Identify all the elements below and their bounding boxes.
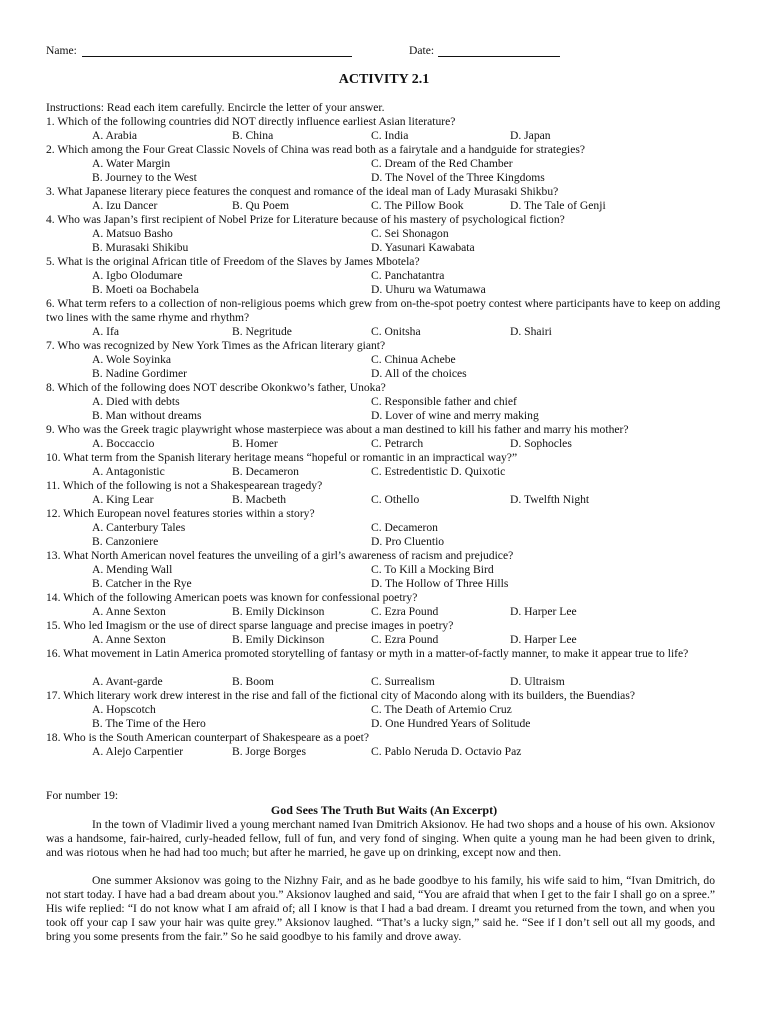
question-5-option[interactable]: B. Moeti oa Bochabela [92,283,199,296]
name-label: Name: [46,44,77,57]
question-3-option[interactable]: C. The Pillow Book [371,199,464,212]
question-17-option[interactable]: A. Hopscotch [92,703,156,716]
question-8-option[interactable]: A. Died with debts [92,395,180,408]
question-9-option[interactable]: D. Sophocles [510,437,572,450]
question-18-text: 18. Who is the South American counterpart of Shakespeare as a poet? [46,731,370,744]
question-2-text: 2. Which among the Four Great Classic Novels of China was read both as a fairytale and a handguide for strategies? [46,143,586,156]
question-10-option[interactable]: C. Estredentistic D. Quixotic [371,465,506,478]
question-18-option[interactable]: C. Pablo Neruda D. Octavio Paz [371,745,522,758]
story-title: God Sees The Truth But Waits (An Excerpt) [270,803,498,817]
question-11-text: 11. Which of the following is not a Shakespearean tragedy? [46,479,323,492]
question-15-text: 15. Who led Imagism or the use of direct sparse language and precise images in poetry? [46,619,454,632]
story-paragraph-1-text: In the town of Vladimir lived a young merchant named Ivan Dmitrich Aksionov. He had two shops and a house of his own. Aksionov was a handsome, fair-haired, curly-headed fellow, full of fun, and very fond of singing. When quite a young man he had been given to drink, and was riotous when he had had too much; but after he married, he gave up on drinking, except now and then. [46,818,715,859]
question-17-option[interactable]: D. One Hundred Years of Solitude [371,717,531,730]
question-13-option[interactable]: C. To Kill a Mocking Bird [371,563,494,576]
question-1-option[interactable]: C. India [371,129,409,142]
question-7-option[interactable]: D. All of the choices [371,367,467,380]
question-13-option[interactable]: A. Mending Wall [92,563,173,576]
question-11-option[interactable]: C. Othello [371,493,420,506]
question-8-text: 8. Which of the following does NOT describe Okonkwo’s father, Unoka? [46,381,386,394]
question-5-option[interactable]: A. Igbo Olodumare [92,269,183,282]
question-5-option[interactable]: C. Panchatantra [371,269,445,282]
question-9-text: 9. Who was the Greek tragic playwright whose masterpiece was about a man destined to kill his father and marry his mother? [46,423,629,436]
question-13-option[interactable]: B. Catcher in the Rye [92,577,192,590]
date-blank-line[interactable] [438,56,560,57]
question-14-option[interactable]: B. Emily Dickinson [232,605,325,618]
question-17-option[interactable]: C. The Death of Artemio Cruz [371,703,512,716]
number19-label: For number 19: [46,789,119,802]
question-12-option[interactable]: D. Pro Cluentio [371,535,445,548]
question-9-option[interactable]: B. Homer [232,437,278,450]
question-9-option[interactable]: A. Boccaccio [92,437,155,450]
question-5-option[interactable]: D. Uhuru wa Watumawa [371,283,486,296]
story-paragraph-2-text: One summer Aksionov was going to the Nizhny Fair, and as he bade goodbye to his family, his wife said to him, “Ivan Dmitrich, do not start today. I have had a bad dream about you.” Aksionov laughed and said, “You are afraid that when I get to the fair I shall go on a spree.” His wife replied: “I do not know what I am afraid of; all I know is that I had a bad dream. I dreamt you returned from the town, and when you took off your cap I saw your hair was quite grey.” Aksionov laughed. “That’s a lucky sign,” said he. “See if I don’t sell out all my goods, and bring you some presents from the fair.” So he said goodbye to his family and drove away. [46,874,715,943]
question-14-option[interactable]: C. Ezra Pound [371,605,439,618]
question-2-option[interactable]: A. Water Margin [92,157,171,170]
question-6-option[interactable]: A. Ifa [92,325,120,338]
question-1-option[interactable]: D. Japan [510,129,551,142]
question-13-option[interactable]: D. The Hollow of Three Hills [371,577,509,590]
question-11-option[interactable]: D. Twelfth Night [510,493,590,506]
question-8-option[interactable]: D. Lover of wine and merry making [371,409,539,422]
question-12-text: 12. Which European novel features stories within a story? [46,507,315,520]
question-15-option[interactable]: A. Anne Sexton [92,633,166,646]
question-2-option[interactable]: D. The Novel of the Three Kingdoms [371,171,545,184]
question-16-text: 16. What movement in Latin America promoted storytelling of fantasy or myth in a matter-of-factly manner, to make it appear true to life? [46,647,689,660]
story-paragraph-1 [46,818,715,860]
question-17-option[interactable]: B. The Time of the Hero [92,717,206,730]
question-16-option[interactable]: C. Surrealism [371,675,435,688]
question-3-text: 3. What Japanese literary piece features the conquest and romance of the ideal man of Lady Murasaki Shikbu? [46,185,559,198]
question-11-option[interactable]: B. Macbeth [232,493,287,506]
question-6-text: 6. What term refers to a collection of non-religious poems which grew from on-the-spot poetry contest where participants have to keep on adding two lines with the same rhyme and rhythm? [46,297,721,324]
question-4-option[interactable]: C. Sei Shonagon [371,227,449,240]
question-6-option[interactable]: B. Negritude [232,325,292,338]
question-4-option[interactable]: A. Matsuo Basho [92,227,173,240]
page-title: ACTIVITY 2.1 [338,72,430,87]
question-15-option[interactable]: C. Ezra Pound [371,633,439,646]
question-1-text: 1. Which of the following countries did NOT directly influence earliest Asian literature? [46,115,456,128]
question-6-option[interactable]: D. Shairi [510,325,552,338]
question-2-option[interactable]: B. Journey to the West [92,171,197,184]
instructions: Instructions: Read each item carefully. Encircle the letter of your answer. [46,101,385,114]
question-16-option[interactable]: B. Boom [232,675,274,688]
question-15-option[interactable]: B. Emily Dickinson [232,633,325,646]
question-4-option[interactable]: D. Yasunari Kawabata [371,241,475,254]
question-12-option[interactable]: B. Canzoniere [92,535,159,548]
date-label: Date: [409,44,435,57]
question-14-option[interactable]: D. Harper Lee [510,605,577,618]
question-7-text: 7. Who was recognized by New York Times as the African literary giant? [46,339,386,352]
question-14-option[interactable]: A. Anne Sexton [92,605,166,618]
question-1-option[interactable]: B. China [232,129,274,142]
question-16-option[interactable]: D. Ultraism [510,675,565,688]
question-18-option[interactable]: A. Alejo Carpentier [92,745,184,758]
question-3-option[interactable]: B. Qu Poem [232,199,290,212]
question-8-option[interactable]: B. Man without dreams [92,409,202,422]
question-17-text: 17. Which literary work drew interest in the rise and fall of the fictional city of Macondo along with its builders, the Buendias? [46,689,635,702]
name-blank-line[interactable] [82,56,352,57]
story-paragraph-2 [46,874,715,944]
question-7-option[interactable]: B. Nadine Gordimer [92,367,187,380]
question-12-option[interactable]: C. Decameron [371,521,438,534]
question-4-text: 4. Who was Japan’s first recipient of Nobel Prize for Literature because of his mastery of psychological fiction? [46,213,565,226]
question-3-option[interactable]: D. The Tale of Genji [510,199,606,212]
question-12-option[interactable]: A. Canterbury Tales [92,521,186,534]
question-15-option[interactable]: D. Harper Lee [510,633,577,646]
question-1-option[interactable]: A. Arabia [92,129,138,142]
question-13-text: 13. What North American novel features the unveiling of a girl’s awareness of racism and prejudice? [46,549,514,562]
question-11-option[interactable]: A. King Lear [92,493,154,506]
question-18-option[interactable]: B. Jorge Borges [232,745,306,758]
question-10-text: 10. What term from the Spanish literary heritage means “hopeful or romantic in an impractical way?” [46,451,518,464]
question-8-option[interactable]: C. Responsible father and chief [371,395,517,408]
question-10-option[interactable]: B. Decameron [232,465,299,478]
question-14-text: 14. Which of the following American poets was known for confessional poetry? [46,591,418,604]
question-3-option[interactable]: A. Izu Dancer [92,199,158,212]
question-7-option[interactable]: A. Wole Soyinka [92,353,172,366]
question-7-option[interactable]: C. Chinua Achebe [371,353,456,366]
question-4-option[interactable]: B. Murasaki Shikibu [92,241,189,254]
question-5-text: 5. What is the original African title of Freedom of the Slaves by James Mbotela? [46,255,420,268]
question-16-option[interactable]: A. Avant-garde [92,675,163,688]
question-9-option[interactable]: C. Petrarch [371,437,424,450]
question-10-option[interactable]: A. Antagonistic [92,465,165,478]
question-6-option[interactable]: C. Onitsha [371,325,421,338]
question-2-option[interactable]: C. Dream of the Red Chamber [371,157,513,170]
